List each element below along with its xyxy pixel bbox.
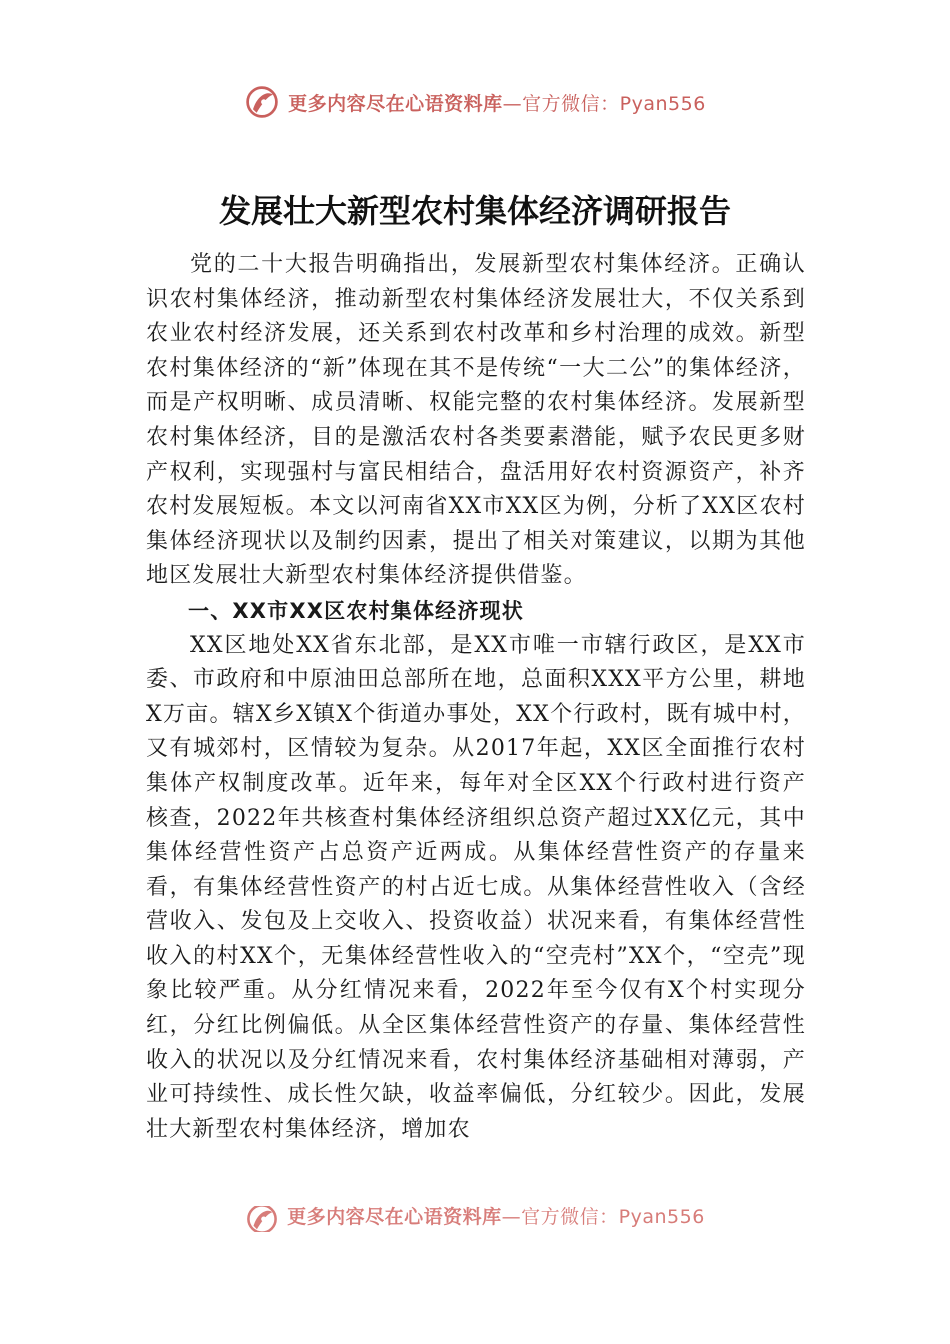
- section-heading: 一、XX市XX区农村集体经济现状: [188, 598, 524, 623]
- watermark-text: [288, 89, 706, 116]
- watermark-dash: —: [502, 92, 523, 115]
- document-title: 发展壮大新型农村集体经济调研报告: [218, 192, 731, 230]
- document-body: [146, 248, 806, 1147]
- watermark-brand: 更多内容尽在心语资料库: [287, 1206, 502, 1228]
- logo-icon: [245, 1206, 279, 1232]
- watermark-text: [287, 1206, 705, 1229]
- section-paragraph: XX区地处XX省东北部，是XX市唯一市辖行政区，是XX市委、市政府和中原油田总部所在地，总面积XXX平方公里，耕地X万亩。辖X乡X镇X个街道办事处，XX个行政村，既有城中村，又有城郊村，区情较为复杂。从2017年起，XX区全面推行农村集体产权制度改革。近年来，每年对全区XX个行政村进行资产核查，2022年共核查村集体经济组织总资产超过XX亿元，其中集体经营性资产占总资产近两成。从集体经营性资产的存量来看，有集体经营性资产的村占近七成。从集体经营性收入（含经营收入、发包及上交收入、投资收益）状况来看，有集体经营性收入的村XX个，无集体经营性收入的“空壳村”XX个，“空壳”现象比较严重。从分红情况来看，2022年至今仅有X个村实现分红，分红比例偏低。从全区集体经营性资产的存量、集体经营性收入的状况以及分红情况来看，农村集体经济基础相对薄弱，产业可持续性、成长性欠缺，收益率偏低，分红较少。因此，发展壮大新型农村集体经济，增加农: [146, 632, 806, 1142]
- watermark-brand: 更多内容尽在心语资料库: [288, 92, 503, 115]
- intro-paragraph: 党的二十大报告明确指出，发展新型农村集体经济。正确认识农村集体经济，推动新型农村集体经济发展壮大，不仅关系到农业农村经济发展，还关系到农村改革和乡村治理的成效。新型农村集体经济的“新”体现在其不是传统“一大二公”的集体经济，而是产权明晰、成员清晰、权能完整的农村集体经济。发展新型农村集体经济，目的是激活农村各类要素潜能，赋予农民更多财产权利，实现强村与富民相结合，盘活用好农村资源资产，补齐农村发展短板。本文以河南省XX市XX区为例，分析了XX区农村集体经济现状以及制约因素，提出了相关对策建议，以期为其他地区发展壮大新型农村集体经济提供借鉴。: [146, 252, 806, 589]
- watermark-wechat: 官方微信：Pyan556: [522, 92, 706, 115]
- watermark-wechat: 官方微信：Pyan556: [521, 1206, 705, 1228]
- watermark-dash: —: [501, 1206, 522, 1228]
- watermark-footer: [0, 1206, 950, 1232]
- logo-icon: [244, 84, 280, 120]
- watermark-header: [0, 84, 950, 120]
